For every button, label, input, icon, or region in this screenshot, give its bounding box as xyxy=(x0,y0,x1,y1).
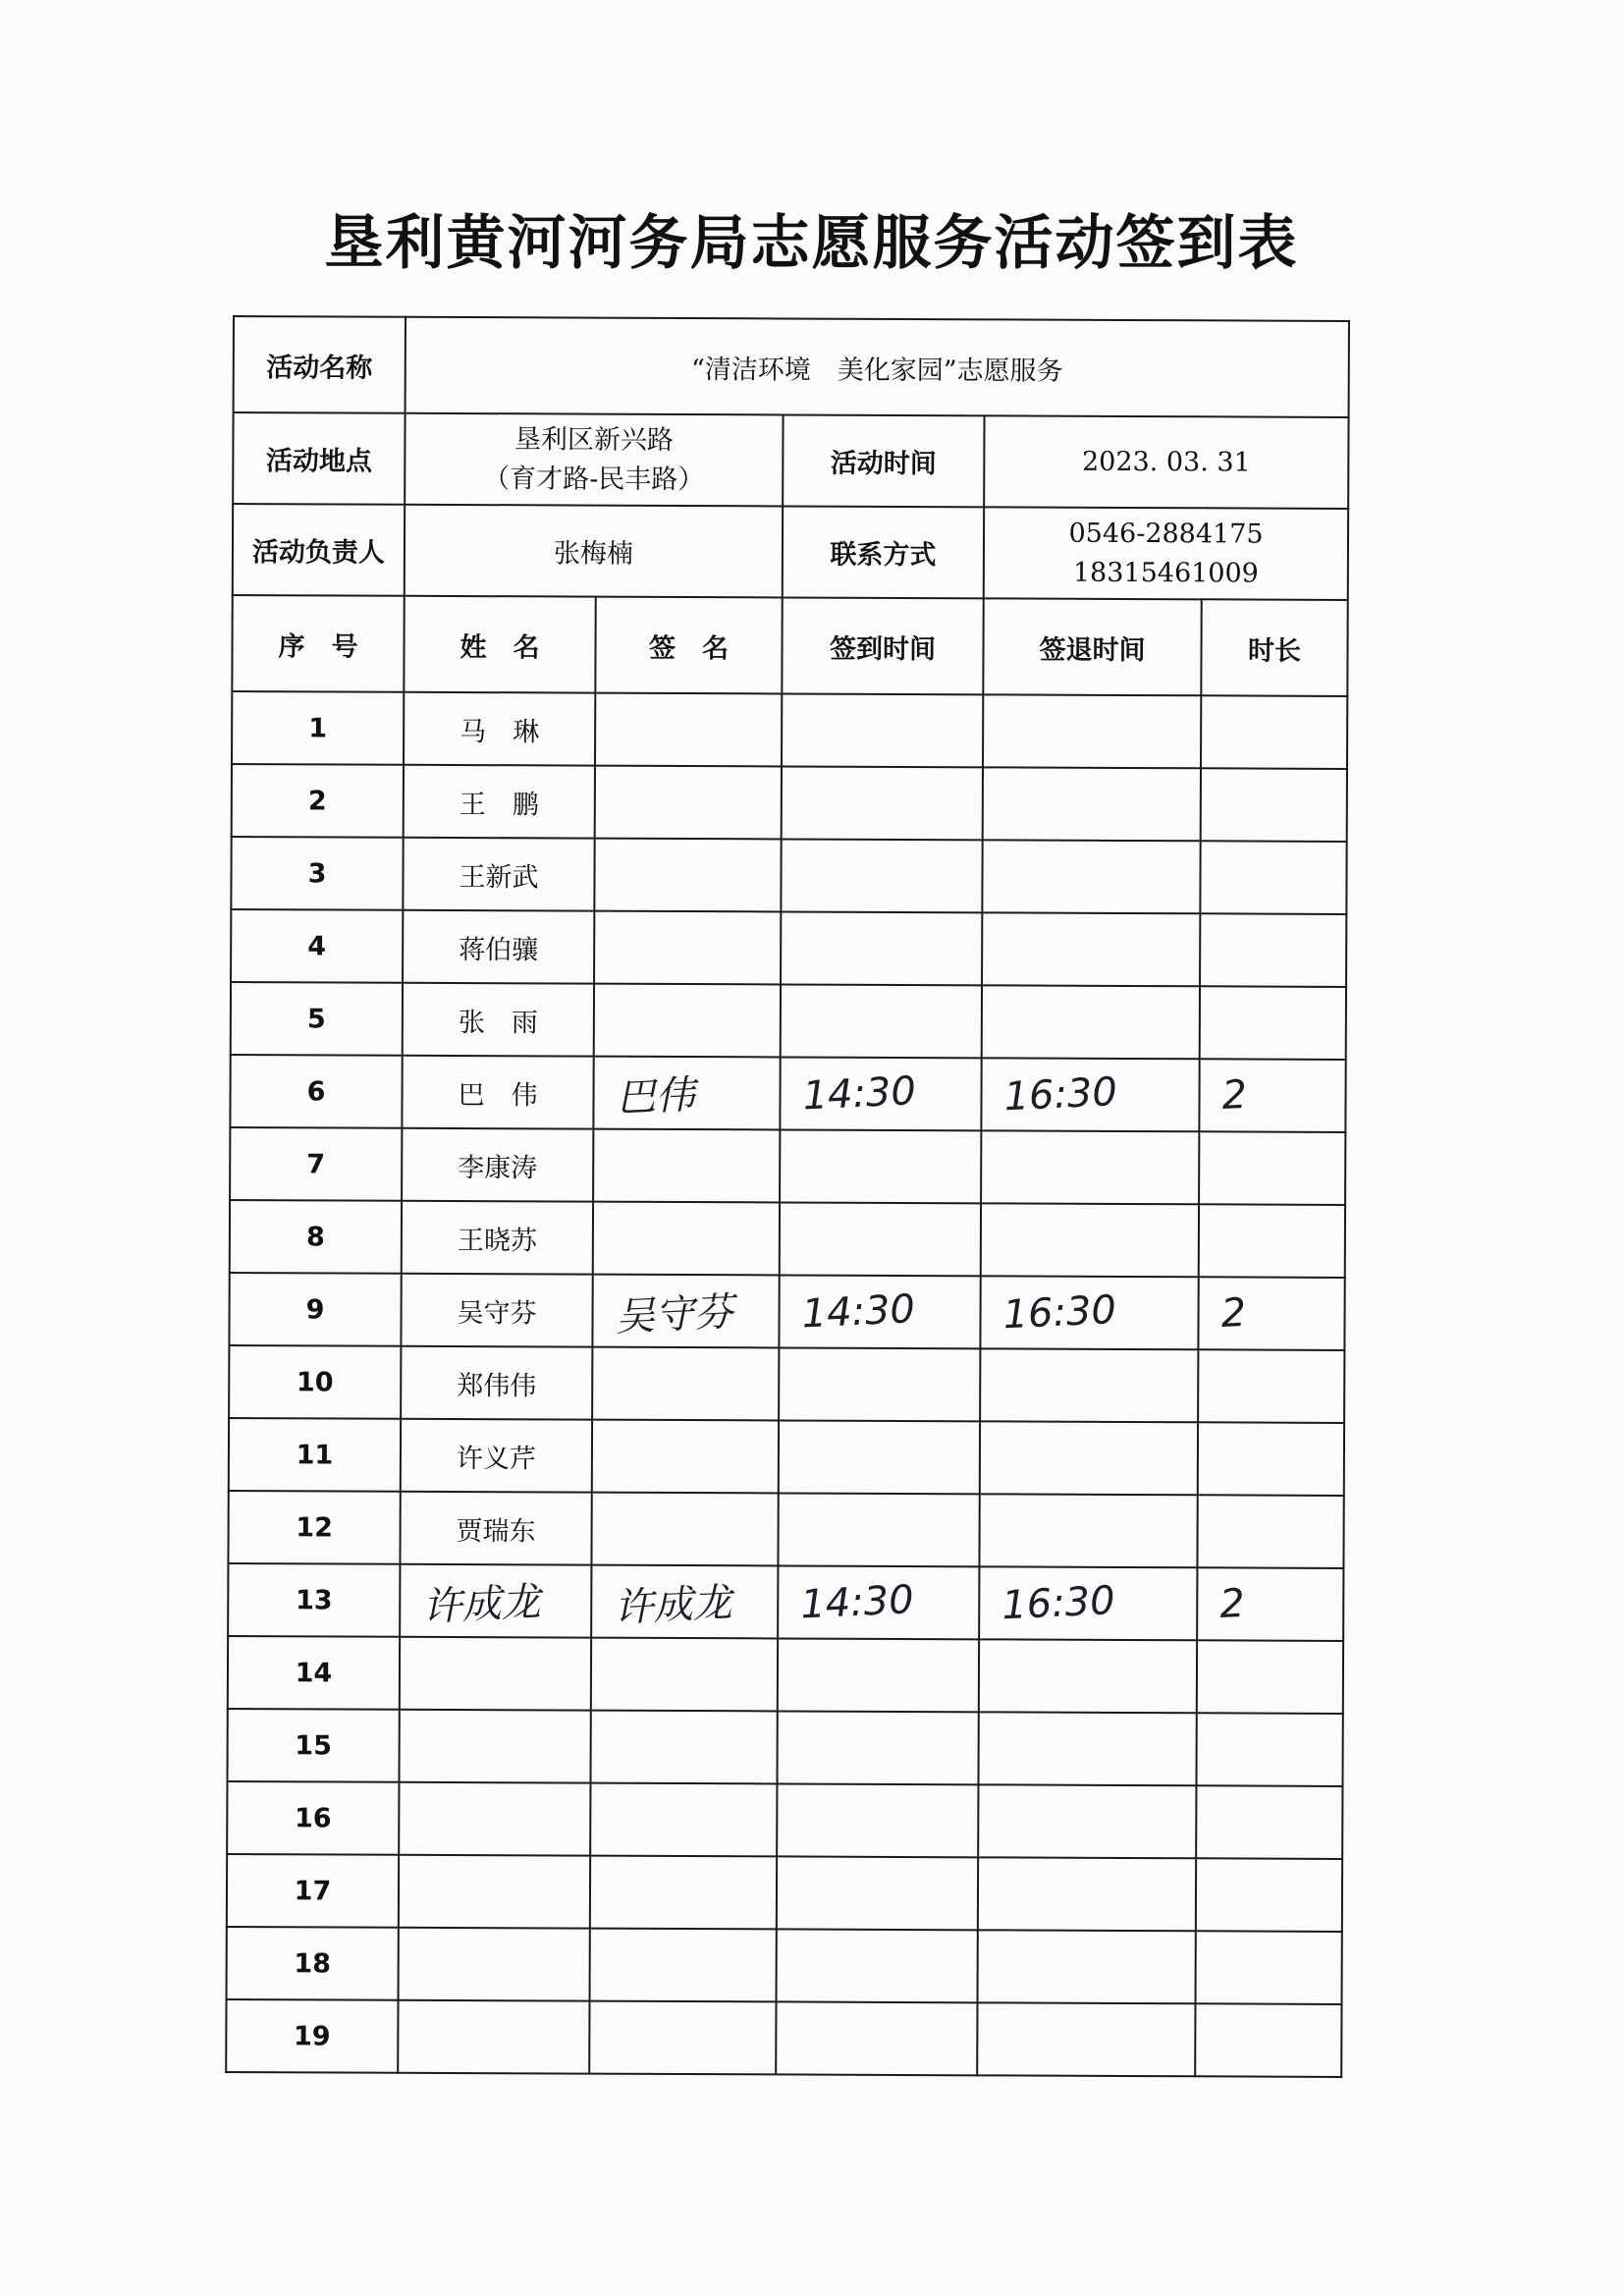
duration-cell xyxy=(1196,1858,1342,1932)
row-number-cell: 5 xyxy=(231,982,403,1056)
check-out-time-cell xyxy=(978,1784,1196,1858)
row-number-cell: 1 xyxy=(232,691,404,765)
duration-cell xyxy=(1197,1567,1343,1641)
table-row xyxy=(228,1491,1343,1568)
duration-cell xyxy=(1198,1277,1344,1350)
volunteer-name-cell xyxy=(399,1928,590,2001)
check-in-time-cell xyxy=(777,1783,978,1857)
table-row xyxy=(227,1781,1342,1859)
duration-cell xyxy=(1197,1640,1343,1714)
col-header-check-in: 签到时间 xyxy=(782,597,983,694)
col-header-signature: 签 名 xyxy=(595,597,782,694)
check-in-time-handwriting: 14:30 xyxy=(799,1577,915,1628)
duration-cell xyxy=(1200,986,1346,1060)
volunteer-name-cell: 许义芹 xyxy=(401,1419,592,1493)
volunteer-name-handwriting: 许成龙 xyxy=(421,1578,542,1630)
col-header-name: 姓 名 xyxy=(404,596,595,693)
duration-cell xyxy=(1195,2003,1341,2077)
check-out-time-cell xyxy=(983,694,1201,768)
volunteer-name-cell xyxy=(399,1710,590,1783)
table-row xyxy=(227,1709,1342,1786)
volunteer-name-cell: 王 鹏 xyxy=(404,765,595,839)
table-row xyxy=(227,1927,1342,2004)
table-row xyxy=(232,691,1347,769)
row-number-cell: 15 xyxy=(227,1709,399,1782)
duration-cell xyxy=(1196,1785,1342,1859)
signature-cell xyxy=(592,1275,779,1348)
table-row xyxy=(231,982,1346,1060)
check-out-time-cell xyxy=(979,1494,1197,1567)
duration-cell xyxy=(1201,695,1347,769)
check-in-time-cell xyxy=(780,1057,981,1130)
page-title: 垦利黄河河务局志愿服务活动签到表 xyxy=(324,209,1299,278)
check-out-time-cell xyxy=(977,2002,1195,2076)
signature-cell xyxy=(594,984,781,1058)
check-in-time-cell xyxy=(777,1929,978,2002)
check-out-time-cell xyxy=(978,1857,1196,1931)
duration-cell xyxy=(1201,768,1347,842)
col-header-check-out: 签退时间 xyxy=(983,598,1201,695)
check-in-time-cell xyxy=(779,1420,980,1494)
table-row xyxy=(230,1127,1345,1205)
volunteer-name-cell xyxy=(399,1855,590,1929)
volunteer-name-cell: 马 琳 xyxy=(404,692,595,766)
check-out-time-cell xyxy=(979,1639,1197,1713)
table-row xyxy=(229,1345,1344,1423)
table-row xyxy=(229,1273,1344,1350)
duration-cell xyxy=(1196,1713,1342,1786)
check-out-time-cell xyxy=(981,1130,1199,1204)
row-number-cell: 8 xyxy=(230,1200,402,1274)
volunteer-name-cell: 蒋伯骧 xyxy=(403,910,594,984)
duration-cell xyxy=(1199,1204,1345,1278)
check-out-time-cell xyxy=(982,840,1200,913)
check-in-time-cell xyxy=(780,1129,981,1203)
check-in-time-cell xyxy=(781,839,982,912)
check-in-time-cell xyxy=(778,1493,979,1566)
info-row-leader-contact xyxy=(233,504,1348,600)
signature-cell xyxy=(589,2001,776,2075)
signature-cell xyxy=(593,1202,780,1276)
table-row xyxy=(228,1563,1343,1641)
check-out-time-cell xyxy=(981,1058,1199,1131)
check-in-time-handwriting: 14:30 xyxy=(800,1286,916,1338)
table-row xyxy=(226,1999,1341,2077)
table-row xyxy=(228,1636,1343,1714)
signature-cell xyxy=(590,1929,777,2002)
signature-cell xyxy=(594,911,781,985)
volunteer-name-cell: 王晓苏 xyxy=(402,1201,593,1275)
check-out-time-cell xyxy=(979,1566,1197,1640)
check-in-time-handwriting: 14:30 xyxy=(801,1068,917,1120)
row-number-cell: 13 xyxy=(228,1563,400,1637)
leader-value: 张梅楠 xyxy=(405,505,783,598)
duration-cell xyxy=(1199,1059,1345,1132)
check-out-time-handwriting: 16:30 xyxy=(1001,1286,1117,1339)
activity-name-value: “清洁环境 美化家园”志愿服务 xyxy=(406,317,1349,417)
volunteer-name-cell xyxy=(399,1782,590,1856)
check-in-time-cell xyxy=(778,1565,979,1639)
sign-in-table xyxy=(225,315,1350,2078)
check-in-time-cell xyxy=(782,693,983,767)
signature-cell xyxy=(590,1711,777,1784)
row-number-cell: 6 xyxy=(230,1055,402,1128)
volunteer-name-cell: 王新武 xyxy=(403,838,594,911)
activity-time-value: 2023. 03. 31 xyxy=(984,415,1348,509)
leader-label: 活动负责人 xyxy=(233,504,405,596)
column-header-row xyxy=(232,595,1347,696)
contact-value xyxy=(984,507,1348,600)
check-in-time-cell xyxy=(777,1856,978,1930)
duration-handwriting: 2 xyxy=(1220,1071,1249,1120)
activity-place-value xyxy=(405,413,783,507)
volunteer-name-cell: 吴守芬 xyxy=(401,1274,592,1347)
duration-cell xyxy=(1198,1349,1344,1423)
row-number-cell: 19 xyxy=(226,1999,398,2073)
signature-cell xyxy=(591,1638,778,1712)
signature-cell xyxy=(590,1783,777,1857)
table-row xyxy=(227,1854,1342,1932)
check-in-time-cell xyxy=(780,1202,981,1276)
check-out-time-cell xyxy=(980,1421,1198,1495)
volunteer-name-cell: 李康涛 xyxy=(402,1128,593,1202)
table-row xyxy=(230,1200,1345,1278)
row-number-cell: 7 xyxy=(230,1127,402,1201)
activity-name-label: 活动名称 xyxy=(234,316,406,413)
check-out-time-handwriting: 16:30 xyxy=(1001,1577,1116,1629)
table-row xyxy=(230,1055,1345,1132)
contact-line-2: 18315461009 xyxy=(1072,557,1259,589)
signature-cell xyxy=(592,1347,779,1421)
duration-handwriting: 2 xyxy=(1218,1580,1246,1628)
duration-handwriting: 2 xyxy=(1219,1289,1248,1338)
check-out-time-cell xyxy=(983,767,1201,841)
table-row xyxy=(231,837,1346,914)
check-in-time-cell xyxy=(782,766,983,840)
check-out-time-cell xyxy=(981,1203,1199,1277)
signature-cell xyxy=(591,1493,778,1566)
volunteer-name-cell xyxy=(398,2000,589,2074)
place-line-2: （育才路-民丰路） xyxy=(483,463,705,495)
volunteer-name-cell: 贾瑞东 xyxy=(400,1492,591,1565)
row-number-cell: 3 xyxy=(231,837,403,910)
check-in-time-cell xyxy=(778,1638,979,1712)
check-out-time-cell xyxy=(980,1348,1198,1422)
duration-cell xyxy=(1199,1131,1345,1205)
signature-handwriting: 吴守芬 xyxy=(614,1288,734,1340)
check-in-time-cell xyxy=(779,1275,980,1348)
row-number-cell: 4 xyxy=(231,909,403,983)
check-out-time-handwriting: 16:30 xyxy=(1002,1068,1118,1121)
col-header-duration: 时长 xyxy=(1201,599,1347,696)
signature-cell xyxy=(595,766,782,840)
row-number-cell: 10 xyxy=(229,1345,401,1419)
signature-cell xyxy=(595,693,782,767)
check-in-time-cell xyxy=(781,911,982,985)
row-number-cell: 16 xyxy=(227,1781,399,1855)
check-in-time-cell xyxy=(779,1347,980,1421)
check-out-time-cell xyxy=(982,985,1200,1059)
activity-time-label: 活动时间 xyxy=(783,414,984,507)
col-header-no: 序 号 xyxy=(232,595,404,692)
place-line-1: 垦利区新兴路 xyxy=(514,423,675,456)
duration-cell xyxy=(1196,1931,1342,2004)
info-row-place-time xyxy=(233,412,1348,509)
check-out-time-cell xyxy=(980,1276,1198,1349)
row-number-cell: 17 xyxy=(227,1854,399,1928)
table-row xyxy=(229,1418,1344,1496)
row-number-cell: 18 xyxy=(227,1927,399,2000)
table-row xyxy=(231,909,1346,987)
signature-cell xyxy=(591,1565,778,1639)
volunteer-name-cell xyxy=(400,1564,591,1638)
duration-cell xyxy=(1200,841,1346,914)
signature-cell xyxy=(593,1057,780,1130)
signature-cell xyxy=(594,839,781,912)
check-out-time-cell xyxy=(982,912,1200,986)
info-row-activity-name xyxy=(234,316,1349,417)
volunteer-name-cell xyxy=(400,1637,591,1711)
signature-handwriting: 许成龙 xyxy=(613,1579,733,1631)
row-number-cell: 14 xyxy=(228,1636,400,1710)
signature-cell xyxy=(590,1856,777,1930)
volunteer-name-cell: 张 雨 xyxy=(403,983,594,1057)
row-number-cell: 12 xyxy=(228,1491,400,1564)
duration-cell xyxy=(1197,1495,1343,1568)
signature-handwriting: 巴伟 xyxy=(615,1071,696,1121)
check-in-time-cell xyxy=(776,2001,977,2075)
row-number-cell: 2 xyxy=(232,764,404,838)
volunteer-name-cell: 郑伟伟 xyxy=(401,1346,592,1420)
duration-cell xyxy=(1200,913,1346,987)
activity-place-label: 活动地点 xyxy=(233,412,405,505)
check-in-time-cell xyxy=(781,984,982,1058)
row-number-cell: 9 xyxy=(229,1273,401,1346)
check-in-time-cell xyxy=(777,1711,978,1784)
contact-line-1: 0546-2884175 xyxy=(1068,518,1264,550)
check-out-time-cell xyxy=(978,1930,1196,2003)
duration-cell xyxy=(1198,1422,1344,1496)
table-row xyxy=(232,764,1347,842)
volunteer-name-cell: 巴 伟 xyxy=(402,1056,593,1129)
row-number-cell: 11 xyxy=(229,1418,401,1492)
contact-label: 联系方式 xyxy=(783,506,984,598)
check-out-time-cell xyxy=(978,1712,1196,1785)
signature-cell xyxy=(592,1420,779,1494)
signature-cell xyxy=(593,1129,780,1203)
